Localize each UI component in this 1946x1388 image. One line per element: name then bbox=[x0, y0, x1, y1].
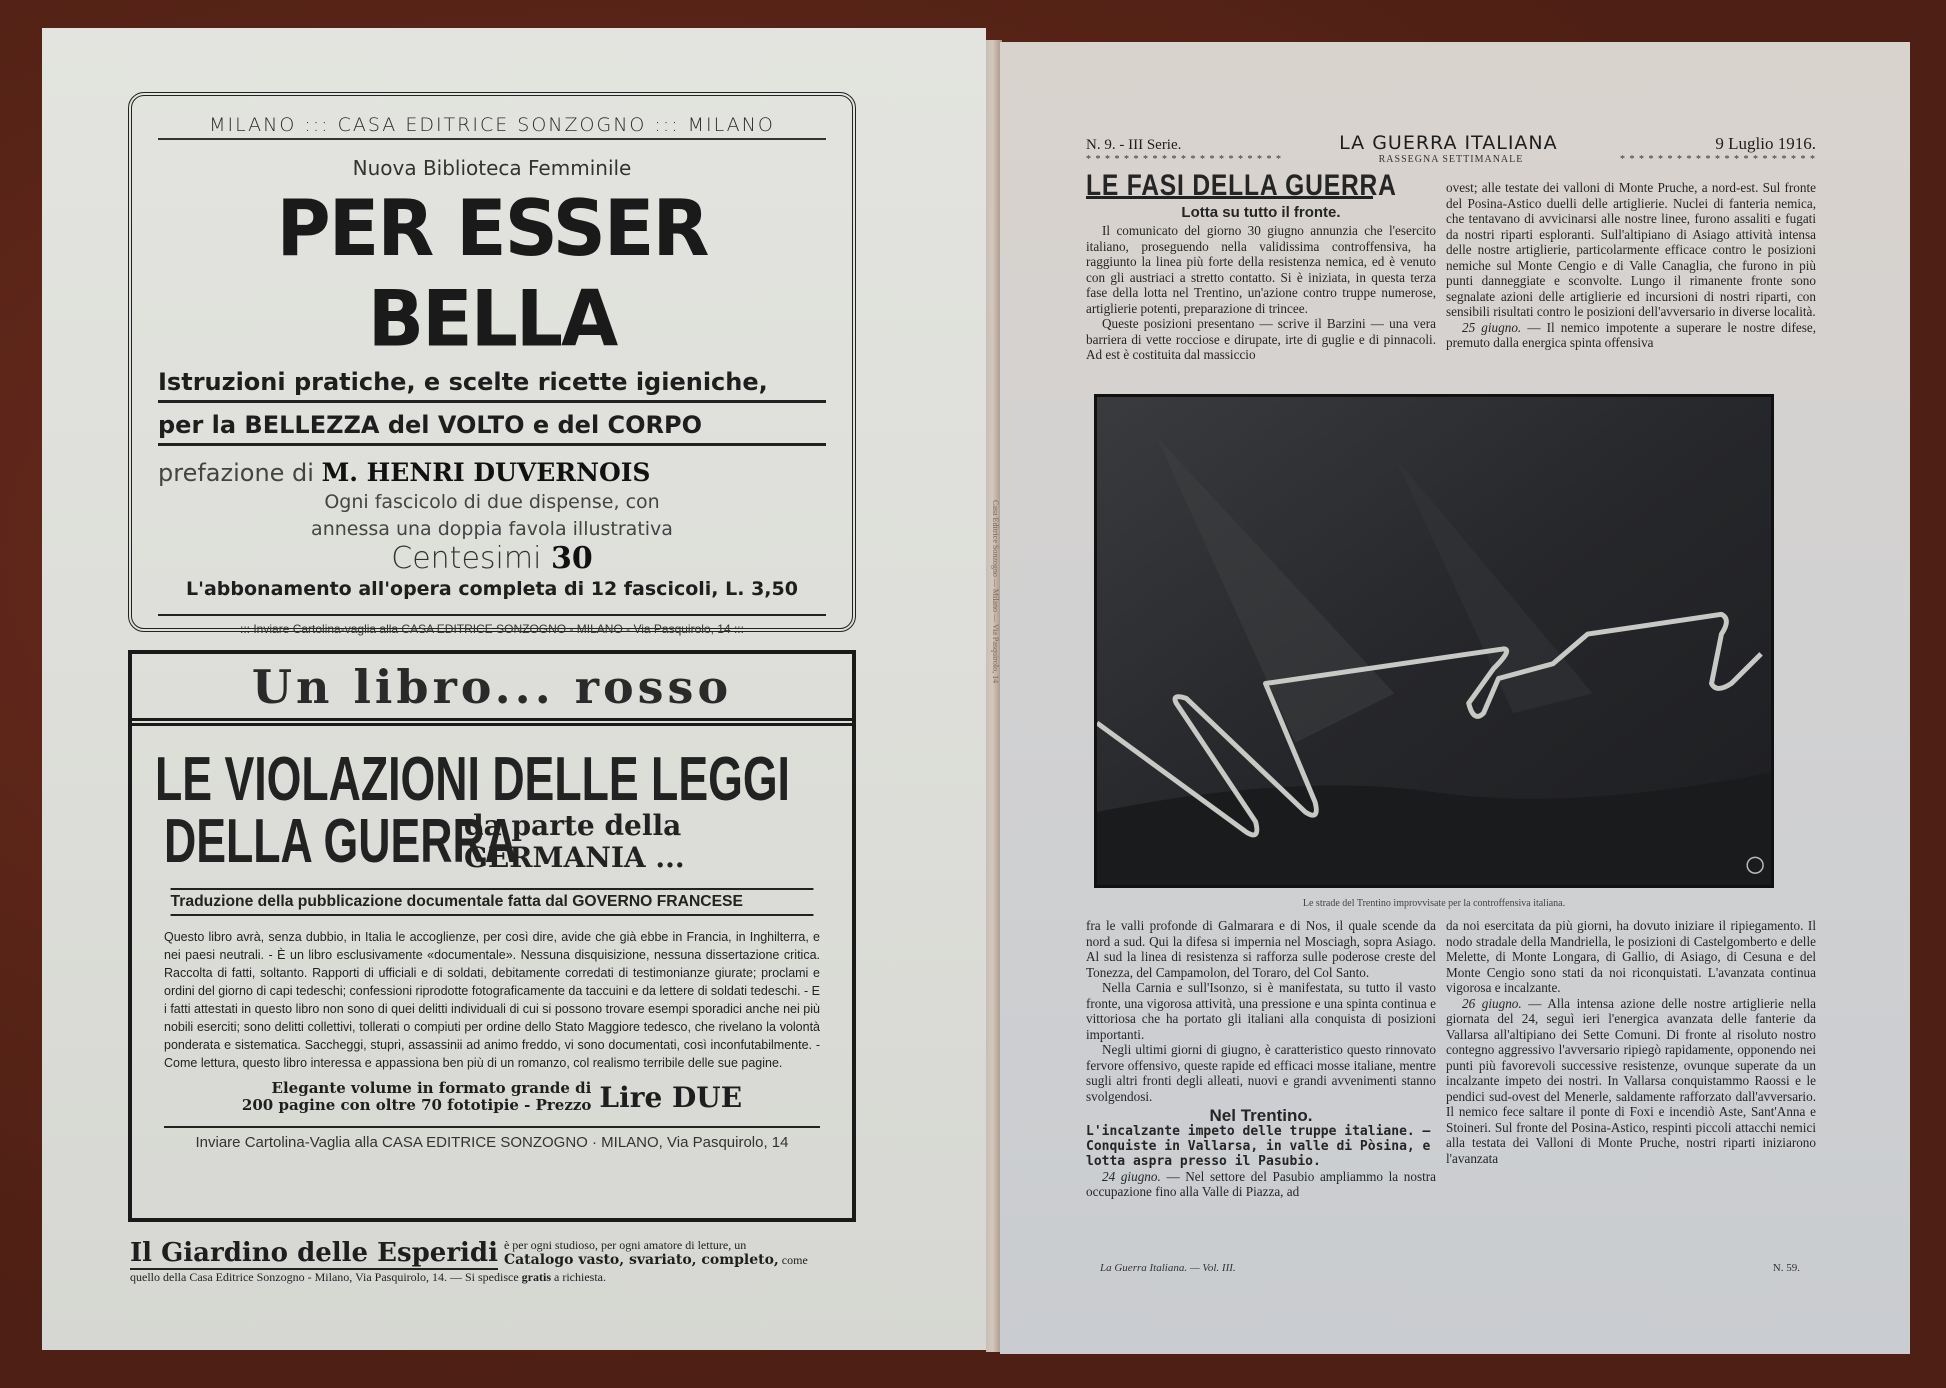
book-description: Questo libro avrà, senza dubbio, in Italia le accoglienze, per così dire, avide che già ebbe in Francia, in Inghilterra, e nei paesi neutrali. - È un libro esclusivamente «documentale». Nessuna disquisizione, nessuna dissertazione critica. Raccolta di fatti, soltanto. Rapporti di ufficiali e di soldati, debitamente corredati di testimonianze giurate; proclami e ordini del giorno di capi tedeschi; confessioni riprodotte fotograficamente da taccuini e da lettere di soldati tedeschi. - E i fatti attestati in questo libro non sono di quei delitti individuali di cui si possono trovare esempi sporadici anche nei più nobili eserciti; sono delitti collettivi, tollerati o compiuti per ordine dello Stato Maggiore tedesco, che rivelano la volontà ponderata e sistematica. Saccheggi, stupri, assassinii ad animo freddo, vi sono documentati, così inconfutabilmente. - Come lettura, questo libro interessa e appassiona ben più di un romanzo, col realismo terribile delle sue pagine. bbox=[164, 930, 820, 1070]
details-2: annessa una doppia favola illustrativa bbox=[311, 518, 673, 540]
preface-line bbox=[158, 458, 826, 487]
spine-text: Casa Editrice Sonzogno — Milano — Via Pasquirolo, 14 bbox=[991, 500, 1000, 684]
issue-number: N. 9. - III Serie. bbox=[1086, 137, 1182, 153]
details-1: Ogni fascicolo di due dispense, con bbox=[324, 491, 660, 513]
page-footer bbox=[1100, 1262, 1800, 1274]
preface-author: M. HENRI DUVERNOIS bbox=[321, 458, 651, 487]
paragraph: Negli ultimi giorni di giugno, è caratteristico questo rinnovato fervore offensivo, queste rapide ed efficaci mosse italiane, mentre sugli altri fronti degli alleati, nuovi e grandi avvenimenti stanno svolgendosi. bbox=[1086, 1042, 1436, 1104]
date-label: 25 giugno. bbox=[1462, 319, 1522, 335]
format-price bbox=[132, 1080, 852, 1114]
ad-libro-rosso bbox=[128, 650, 856, 1222]
photo-trentino-roads bbox=[1094, 394, 1774, 888]
ad-footer: ::: Inviare Cartolina-vaglia alla CASA EDITRICE SONZOGNO - MILANO - Via Pasquirolo, 14 ::: bbox=[158, 614, 826, 636]
page-number: N. 59. bbox=[1772, 1262, 1800, 1274]
journal-title: LA GUERRA ITALIANA bbox=[1339, 132, 1558, 154]
ad-title: PER ESSER BELLA bbox=[276, 183, 708, 365]
giardino-text-1: è per ogni studioso, per ogni amatore di letture, un bbox=[503, 1238, 747, 1252]
ad-header: Un libro... rosso bbox=[132, 654, 852, 726]
book-title-side-2: GERMANIA ... bbox=[464, 841, 685, 874]
mountain-road-image bbox=[1097, 397, 1771, 885]
format-line-2: 200 pagine con oltre 70 fototipie - Prezzo bbox=[241, 1096, 592, 1114]
ad-subtitle-2: per la BELLEZZA del VOLTO e del CORPO bbox=[158, 407, 826, 446]
column-1 bbox=[1086, 169, 1436, 363]
paragraph-text: — Nel settore del Pasubio ampliammo la nostra occupazione fino alla Valle di Piazza, ad bbox=[1086, 1168, 1437, 1199]
stars-left: * * * * * * * * * * * * * * * * * * * * * bbox=[1086, 154, 1282, 165]
column-2 bbox=[1446, 180, 1816, 351]
ad-footer: Inviare Cartolina-Vaglia alla CASA EDITRICE SONZOGNO · MILANO, Via Pasquirolo, 14 bbox=[164, 1126, 820, 1151]
subscription-line: L'abbonamento all'opera completa di 12 fascicoli, L. 3,50 bbox=[186, 578, 798, 600]
masthead-row bbox=[1086, 132, 1816, 154]
date-label: 24 giugno. bbox=[1102, 1168, 1161, 1184]
paragraph: ovest; alle testate dei valloni di Monte Pruche, a nord-est. Sul fronte del Posina-Astico duelli delle artiglierie. Nuclei di fanteria nemica, che tentavano di avvicinarsi alle nostre linee, furono assaliti e fugati da nostri riparti esploranti. Sull'altipiano di Asiago attività intensa delle nostre artiglierie, particolarmente efficace contro le posizioni nemiche sul Monte Cengio e di Valle Canaglia, che furono in più punti danneggiate e sconvolte. Lungo il rimanente fronte sono segnalate azioni delle artiglierie ed incursioni di nostri riparti, con sensibili risultati contro le posizioni dell'avversario in diverse località. bbox=[1446, 180, 1816, 319]
format-line-1: Elegante volume in formato grande di bbox=[271, 1079, 592, 1097]
paragraph: da noi esercitata da più giorni, ha dovuto iniziare il ripiegamento. Il nodo stradale della Mandriella, le posizioni di Castelgomberto e delle Melette, di Monte Longara, di Gallio, di Asiago, di Cesuna e del Monte Cengio sono stati da noi riconquistati. L'avanzata continua vigorosa e incalzante. bbox=[1446, 918, 1816, 995]
giardino-line-1 bbox=[130, 1238, 860, 1270]
paragraph-dated bbox=[1086, 1169, 1436, 1200]
ad-subtitle-1: Istruzioni pratiche, e scelte ricette igieniche, bbox=[158, 364, 826, 403]
giardino-text-2-wrap bbox=[504, 1253, 808, 1268]
ad-per-esser-bella bbox=[128, 92, 856, 636]
book-title-side-1: da parte della bbox=[464, 809, 682, 842]
giardino-text bbox=[504, 1238, 808, 1268]
ad-giardino bbox=[130, 1238, 860, 1285]
giardino-title: Il Giardino delle Esperidi bbox=[130, 1238, 498, 1268]
giardino-text-6: a richiesta. bbox=[554, 1270, 606, 1284]
price-label: Centesimi bbox=[391, 541, 542, 576]
giardino-catalog: Catalogo vasto, svariato, completo, bbox=[503, 1252, 779, 1268]
paragraph-dated bbox=[1446, 320, 1816, 351]
paragraph: fra le valli profonde di Galmarara e di Nos, il quale scende da nord a sud. Qui la difesa si impernia nel Mosciagh, sopra Asiago. Al sud la linea di resistenza si rafforza sulle poderose creste del Tonezza, del Campamolon, del Toraro, del Col Santo. bbox=[1086, 918, 1436, 980]
column-4 bbox=[1446, 918, 1816, 1166]
price-line bbox=[158, 541, 826, 576]
book-title-line-1: LE VIOLAZIONI DELLE LEGGI bbox=[155, 745, 790, 814]
paragraph: Queste posizioni presentano — scrive il Barzini — una vera barriera di vette rocciose e dirupate, irte di guglie e di pinnacoli. Ad est è costituita dal massiccio bbox=[1086, 316, 1436, 362]
book-title-line-2: DELLA GUERRA bbox=[164, 807, 517, 876]
paragraph-text: — Il nemico impotente a superare le nostre difese, premuto dalla energica spinta offensiva bbox=[1446, 319, 1817, 350]
book-price: Lire DUE bbox=[599, 1080, 743, 1114]
paragraph: Nella Carnia e sull'Isonzo, si è manifestata, su tutto il vasto fronte, una vigorosa attività, una pressione e una spinta continua e vittoriosa che ha portato gli italiani alla conquista di posizioni importanti. bbox=[1086, 980, 1436, 1042]
giardino-line-2 bbox=[130, 1270, 860, 1285]
price-value: 30 bbox=[550, 541, 593, 576]
right-page-content bbox=[1000, 42, 1910, 1354]
translation-note: Traduzione della pubblicazione documentale fatta dal GOVERNO FRANCESE bbox=[171, 888, 814, 916]
section-title: Nel Trentino. bbox=[1209, 1106, 1313, 1125]
issue-date: 9 Luglio 1916. bbox=[1715, 134, 1816, 153]
article-headline: LE FASI DELLA GUERRA bbox=[1086, 169, 1397, 202]
masthead bbox=[1086, 132, 1816, 165]
publisher-line: MILANO ::: CASA EDITRICE SONZOGNO ::: MILANO bbox=[158, 114, 826, 140]
column-3 bbox=[1086, 918, 1436, 1200]
giardino-gratis: gratis bbox=[521, 1270, 551, 1284]
tagline-row bbox=[1086, 154, 1816, 165]
tagline: RASSEGNA SETTIMANALE bbox=[1378, 154, 1524, 165]
journal-volume: La Guerra Italiana. — Vol. III. bbox=[1100, 1262, 1236, 1274]
photo-caption: Le strade del Trentino improvvisate per la controffensiva italiana. bbox=[1302, 898, 1566, 909]
series-name: Nuova Biblioteca Femminile bbox=[352, 156, 632, 180]
preface-label: prefazione di bbox=[158, 459, 314, 487]
giardino-text-3: come bbox=[781, 1253, 808, 1267]
paragraph-dated bbox=[1446, 996, 1816, 1167]
paragraph: Il comunicato del giorno 30 giugno annunzia che l'esercito italiano, proseguendo nella validissima controffensiva, ha raggiunto la linea più forte della resistenza nemica, ed è venuto con gli austriaci a stretto contatto. Si è iniziata, in questa terza fase della lotta nel Trentino, un'azione contro truppe numerose, artiglierie potenti, preparazione di trincee. bbox=[1086, 223, 1436, 316]
section-title: Lotta su tutto il fronte. bbox=[1181, 203, 1341, 221]
giardino-text-4: quello della Casa Editrice Sonzogno - Milano, Via Pasquirolo, 14. — Si spedisce bbox=[130, 1270, 519, 1284]
stars-right: * * * * * * * * * * * * * * * * * * * * * bbox=[1619, 154, 1816, 165]
book-title-row-2 bbox=[132, 807, 852, 876]
section-subtitle: L'incalzante impeto delle truppe italiane. — Conquiste in Vallarsa, in valle di Pòsina, e lotta aspra presso il Pasubio. bbox=[1086, 1123, 1431, 1169]
format-text bbox=[242, 1080, 591, 1114]
date-label: 26 giugno. bbox=[1462, 995, 1522, 1011]
paragraph-text: — Alla intensa azione delle nostre artiglierie nella giornata del 24, seguì ieri l'energica avanzata delle fanterie da Vallarsa all'altipiano dei Sette Comuni. Di fronte al risoluto nostro contegno aggressivo l'avversario ripiegò rapidamente, opponendo nei punti più favorevoli successive resistenze, ovunque superate da un incalzante impeto dei nostri. In Vallarsa conquistammo Raossi e le pendici sud-ovest del Menerle, saldamente rafforzato dall'avversario. Il nemico fece saltare il ponte di Foxi e incendiò Aste, Sant'Anna e Stoineri. Sul fronte del Posina-Astico, respinti piccoli attacchi nemici alla testata dei Valloni di Monte Pruche, nostri riparti iniziarono l'avanzata bbox=[1446, 995, 1816, 1166]
